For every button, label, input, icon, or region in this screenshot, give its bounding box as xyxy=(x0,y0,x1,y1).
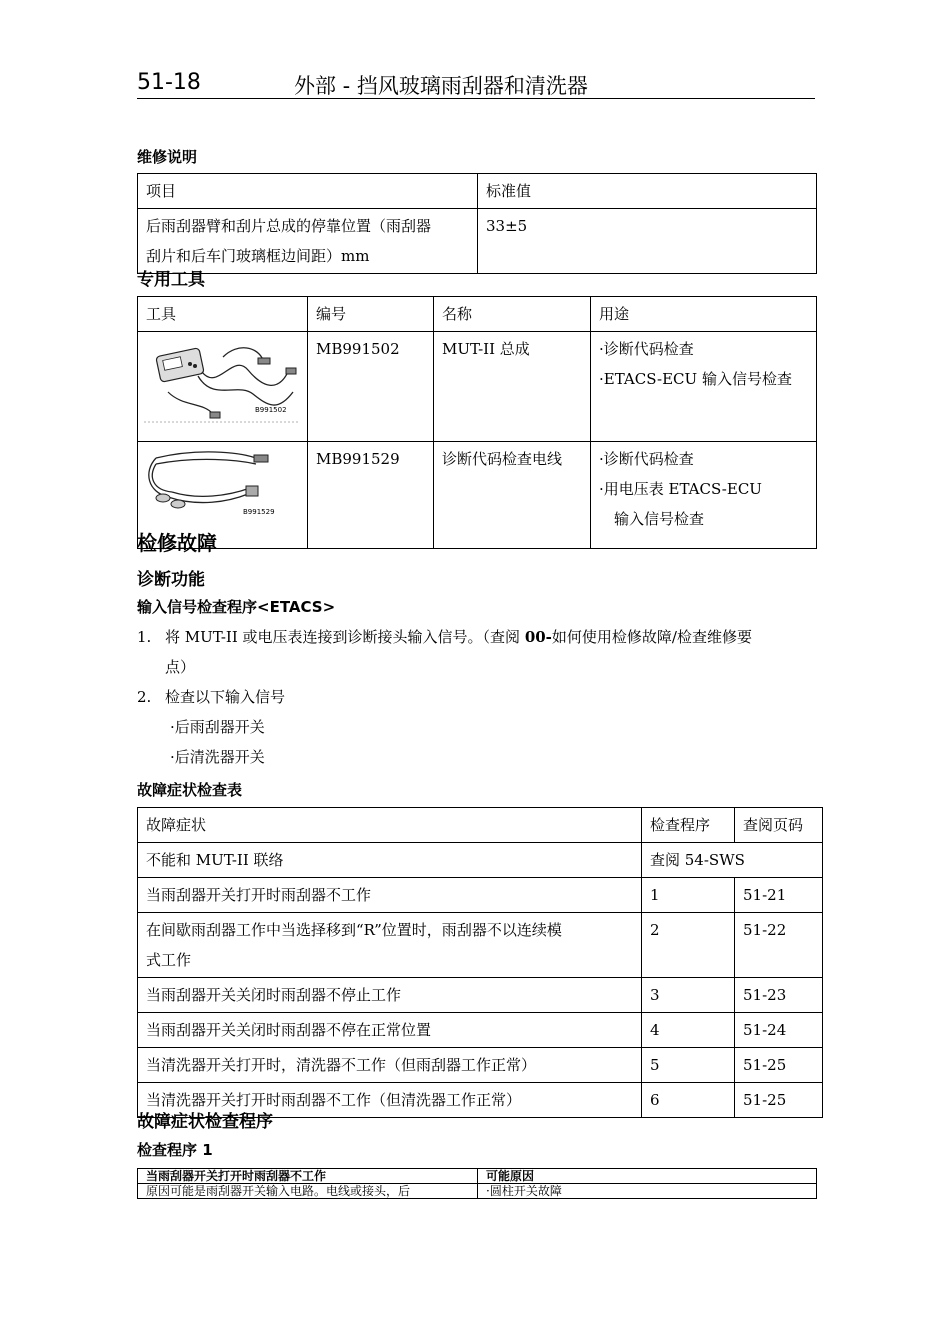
table-row xyxy=(138,913,823,978)
tools-col-use: 用途 xyxy=(591,297,817,332)
procedure-cell: 1 xyxy=(642,878,735,913)
symptom-col-procedure: 检查程序 xyxy=(642,808,735,843)
tool-use-1 xyxy=(591,332,817,442)
step-1-part-a: 将 MUT-II 或电压表连接到诊断接头输入信号。（查阅 xyxy=(165,628,525,646)
symptom-procedure-heading: 故障症状检查程序 xyxy=(137,1112,273,1132)
step-1-bold: 00- xyxy=(524,628,552,646)
page-number: 51-18 xyxy=(137,70,201,95)
symptom-table xyxy=(137,807,823,1118)
procedure-1-cause: ·圆柱开关故障 xyxy=(478,1184,817,1199)
spec-col-item: 项目 xyxy=(138,174,478,209)
mut-ii-tool-illustration xyxy=(138,332,306,431)
table-row xyxy=(138,978,823,1013)
tool-name-2: 诊断代码检查电线 xyxy=(434,442,591,549)
page-cell: 51-23 xyxy=(735,978,823,1013)
procedure-1-col-symptom: 当雨刮器开关打开时雨刮器不工作 xyxy=(138,1169,478,1184)
procedure-cell: 2 xyxy=(642,913,735,978)
step-2-num: 2. xyxy=(137,688,152,706)
special-tools-heading: 专用工具 xyxy=(137,270,205,290)
diagnosis-heading: 诊断功能 xyxy=(137,570,205,590)
page-cell: 51-24 xyxy=(735,1013,823,1048)
table-row xyxy=(138,1048,823,1083)
tool-image-cell-1 xyxy=(138,332,308,442)
symptom-col-page: 查阅页码 xyxy=(735,808,823,843)
tool-image-label-1: B991502 xyxy=(255,406,287,414)
special-tools-table xyxy=(137,296,817,549)
page-cell: 51-25 xyxy=(735,1048,823,1083)
procedure-cell: 3 xyxy=(642,978,735,1013)
procedure-1-col-cause: 可能原因 xyxy=(478,1169,817,1184)
spec-row-item-line2: 刮片和后车门玻璃框边间距）mm xyxy=(146,247,370,265)
symptom-cell-line2: 式工作 xyxy=(146,951,192,969)
table-row xyxy=(138,843,823,878)
symptom-cell: 当雨刮器开关关闭时雨刮器不停止工作 xyxy=(138,978,642,1013)
symptom-cell-line1: 在间歇雨刮器工作中当选择移到“R”位置时，雨刮器不以连续模 xyxy=(146,921,562,939)
page-cell: 51-25 xyxy=(735,1083,823,1118)
tool-use-2 xyxy=(591,442,817,549)
spec-row-item-line1: 后雨刮器臂和刮片总成的停靠位置（雨刮器 xyxy=(146,217,432,235)
step-2-text: 检查以下输入信号 xyxy=(165,688,286,706)
symptom-cell: 当雨刮器开关关闭时雨刮器不停在正常位置 xyxy=(138,1013,642,1048)
bullet-rear-wiper-switch: ·后雨刮器开关 xyxy=(170,718,265,736)
spec-row-item xyxy=(138,209,478,274)
header-rule xyxy=(137,98,815,99)
step-1-text xyxy=(165,622,752,652)
input-signal-procedure-heading: 输入信号检查程序<ETACS> xyxy=(137,598,336,616)
procedure-1-table xyxy=(137,1168,817,1199)
spec-col-standard: 标准值 xyxy=(478,174,817,209)
procedure-cell: 5 xyxy=(642,1048,735,1083)
table-row xyxy=(138,1013,823,1048)
troubleshooting-heading: 检修故障 xyxy=(137,531,217,555)
service-spec-table xyxy=(137,173,817,274)
tool-use-2-c: 输入信号检查 xyxy=(599,510,705,528)
tools-col-name: 名称 xyxy=(434,297,591,332)
step-1-num: 1. xyxy=(137,628,152,646)
symptom-cell: 不能和 MUT-II 联络 xyxy=(138,843,642,878)
page-cell: 51-22 xyxy=(735,913,823,978)
tool-use-1-a: ·诊断代码检查 xyxy=(599,340,694,358)
service-spec-heading: 维修说明 xyxy=(137,148,198,166)
symptom-cell xyxy=(138,913,642,978)
step-1-part-b: 如何使用检修故障/检查维修要 xyxy=(551,628,752,646)
symptom-ref-cell: 查阅 54-SWS xyxy=(642,843,823,878)
tools-col-tool: 工具 xyxy=(138,297,308,332)
procedure-cell: 6 xyxy=(642,1083,735,1118)
tool-use-1-b: ·ETACS-ECU 输入信号检查 xyxy=(599,370,792,388)
symptom-cell: 当清洗器开关打开时雨刮器不工作（但清洗器工作正常） xyxy=(138,1083,642,1118)
tool-use-2-a: ·诊断代码检查 xyxy=(599,450,694,468)
tool-name-1: MUT-II 总成 xyxy=(434,332,591,442)
step-1-continuation: 点） xyxy=(165,658,196,676)
page-title: 外部 - 挡风玻璃雨刮器和清洗器 xyxy=(294,74,588,98)
tool-number-2: MB991529 xyxy=(308,442,434,549)
procedure-1-heading: 检查程序 1 xyxy=(137,1141,213,1159)
spec-row-value: 33±5 xyxy=(478,209,817,274)
symptom-cell: 当雨刮器开关打开时雨刮器不工作 xyxy=(138,878,642,913)
tool-use-2-b: ·用电压表 ETACS-ECU xyxy=(599,480,762,498)
page-cell: 51-21 xyxy=(735,878,823,913)
tools-col-number: 编号 xyxy=(308,297,434,332)
symptom-cell: 当清洗器开关打开时，清洗器不工作（但雨刮器工作正常） xyxy=(138,1048,642,1083)
bullet-rear-washer-switch: ·后清洗器开关 xyxy=(170,748,265,766)
procedure-cell: 4 xyxy=(642,1013,735,1048)
symptom-table-heading: 故障症状检查表 xyxy=(137,781,243,799)
procedure-1-description: 原因可能是雨刮器开关输入电路。电线或接头，后 xyxy=(138,1184,478,1199)
tool-image-label-2: B991529 xyxy=(243,508,275,516)
symptom-col-symptom: 故障症状 xyxy=(138,808,642,843)
table-row xyxy=(138,878,823,913)
tool-number-1: MB991502 xyxy=(308,332,434,442)
check-harness-illustration xyxy=(138,442,306,538)
